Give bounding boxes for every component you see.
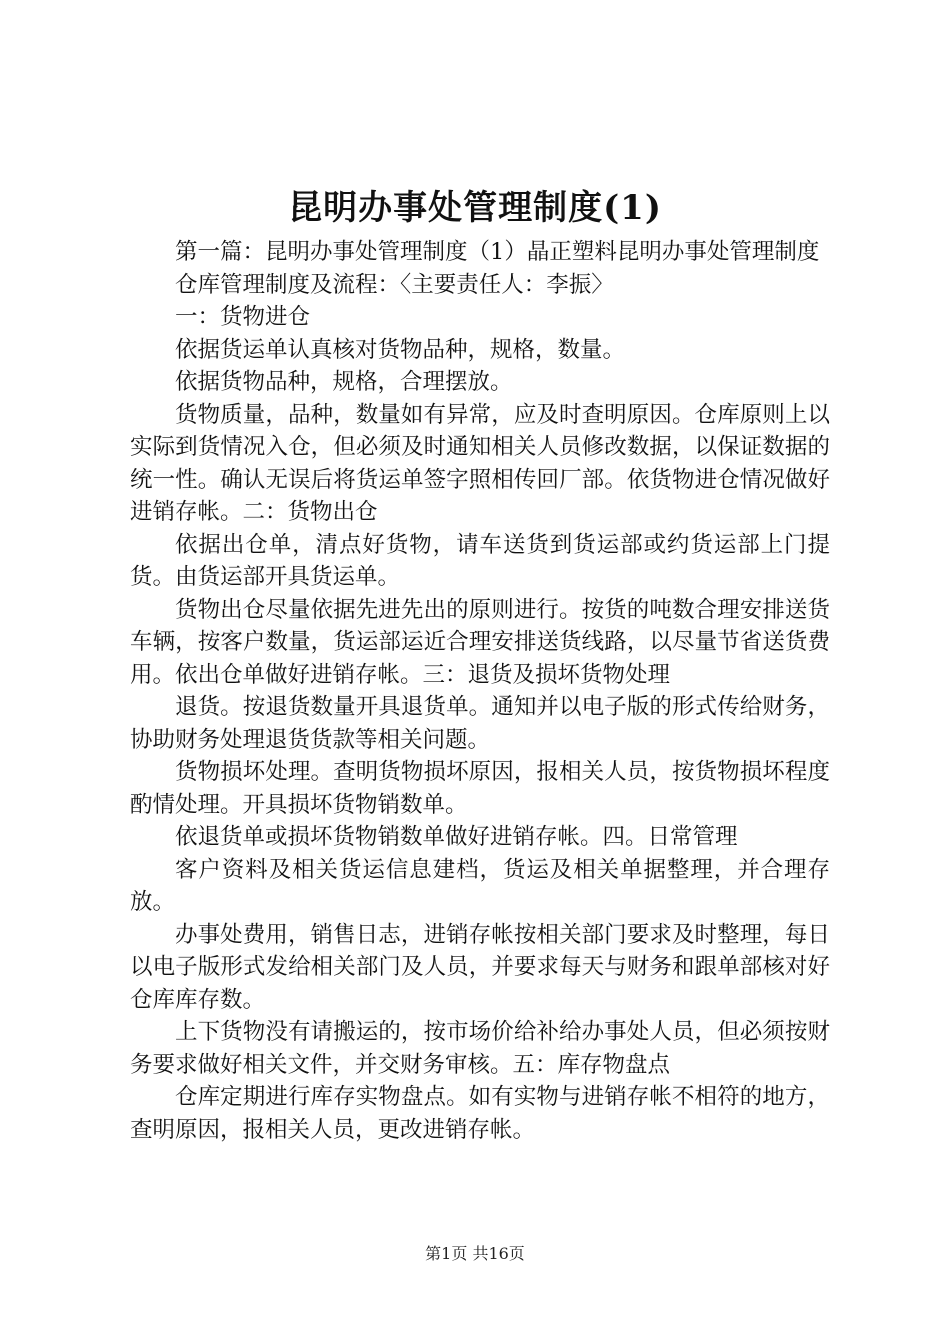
paragraph: 第一篇：昆明办事处管理制度（1）晶正塑料昆明办事处管理制度	[175, 239, 820, 265]
paragraph: 客户资料及相关货运信息建档，货运及相关单据整理，并合理存放。	[130, 856, 830, 915]
paragraph: 货物出仓尽量依据先进先出的原则进行。按货的吨数合理安排送货车辆，按客户数量，货运部运近合理安排送货线路，以尽量节省送货费用。依出仓单做好进销存帐。三：退货及损坏货物处理	[130, 596, 830, 688]
paragraph: 上下货物没有请搬运的，按市场价给补给办事处人员，但必须按财务要求做好相关文件，并交财务审核。五：库存物盘点	[130, 1019, 830, 1078]
paragraph: 货物质量，品种，数量如有异常，应及时查明原因。仓库原则上以实际到货情况入仓，但必须及时通知相关人员修改数据，以保证数据的统一性。确认无误后将货运单签字照相传回厂部。依货物进仓情况做好进销存帐。二：货物出仓	[130, 401, 830, 525]
page-number-footer: 第1页 共16页	[425, 1244, 525, 1263]
paragraph: 仓库定期进行库存实物盘点。如有实物与进销存帐不相符的地方，查明原因，报相关人员，更改进销存帐。	[130, 1084, 830, 1143]
document-title: 昆明办事处管理制度(1)	[288, 188, 662, 228]
paragraph: 一：货物进仓	[175, 304, 311, 330]
paragraph: 办事处费用，销售日志，进销存帐按相关部门要求及时整理，每日以电子版形式发给相关部门及人员，并要求每天与财务和跟单部核对好仓库库存数。	[130, 921, 830, 1013]
paragraph: 依据货运单认真核对货物品种，规格，数量。	[175, 336, 626, 363]
paragraph: 货物损坏处理。查明货物损坏原因，报相关人员，按货物损坏程度酌情处理。开具损坏货物销数单。	[130, 759, 830, 818]
paragraph: 依据货物品种，规格，合理摆放。	[175, 369, 513, 395]
paragraph: 仓库管理制度及流程：〈主要责任人：李振〉	[175, 271, 614, 298]
paragraph: 依退货单或损坏货物销数单做好进销存帐。四。日常管理	[175, 824, 738, 850]
paragraph: 退货。按退货数量开具退货单。通知并以电子版的形式传给财务，协助财务处理退货货款等相关问题。	[130, 694, 830, 753]
paragraph: 依据出仓单，清点好货物，请车送货到货运部或约货运部上门提货。由货运部开具货运单。	[130, 531, 830, 590]
document-body	[130, 236, 830, 1146]
